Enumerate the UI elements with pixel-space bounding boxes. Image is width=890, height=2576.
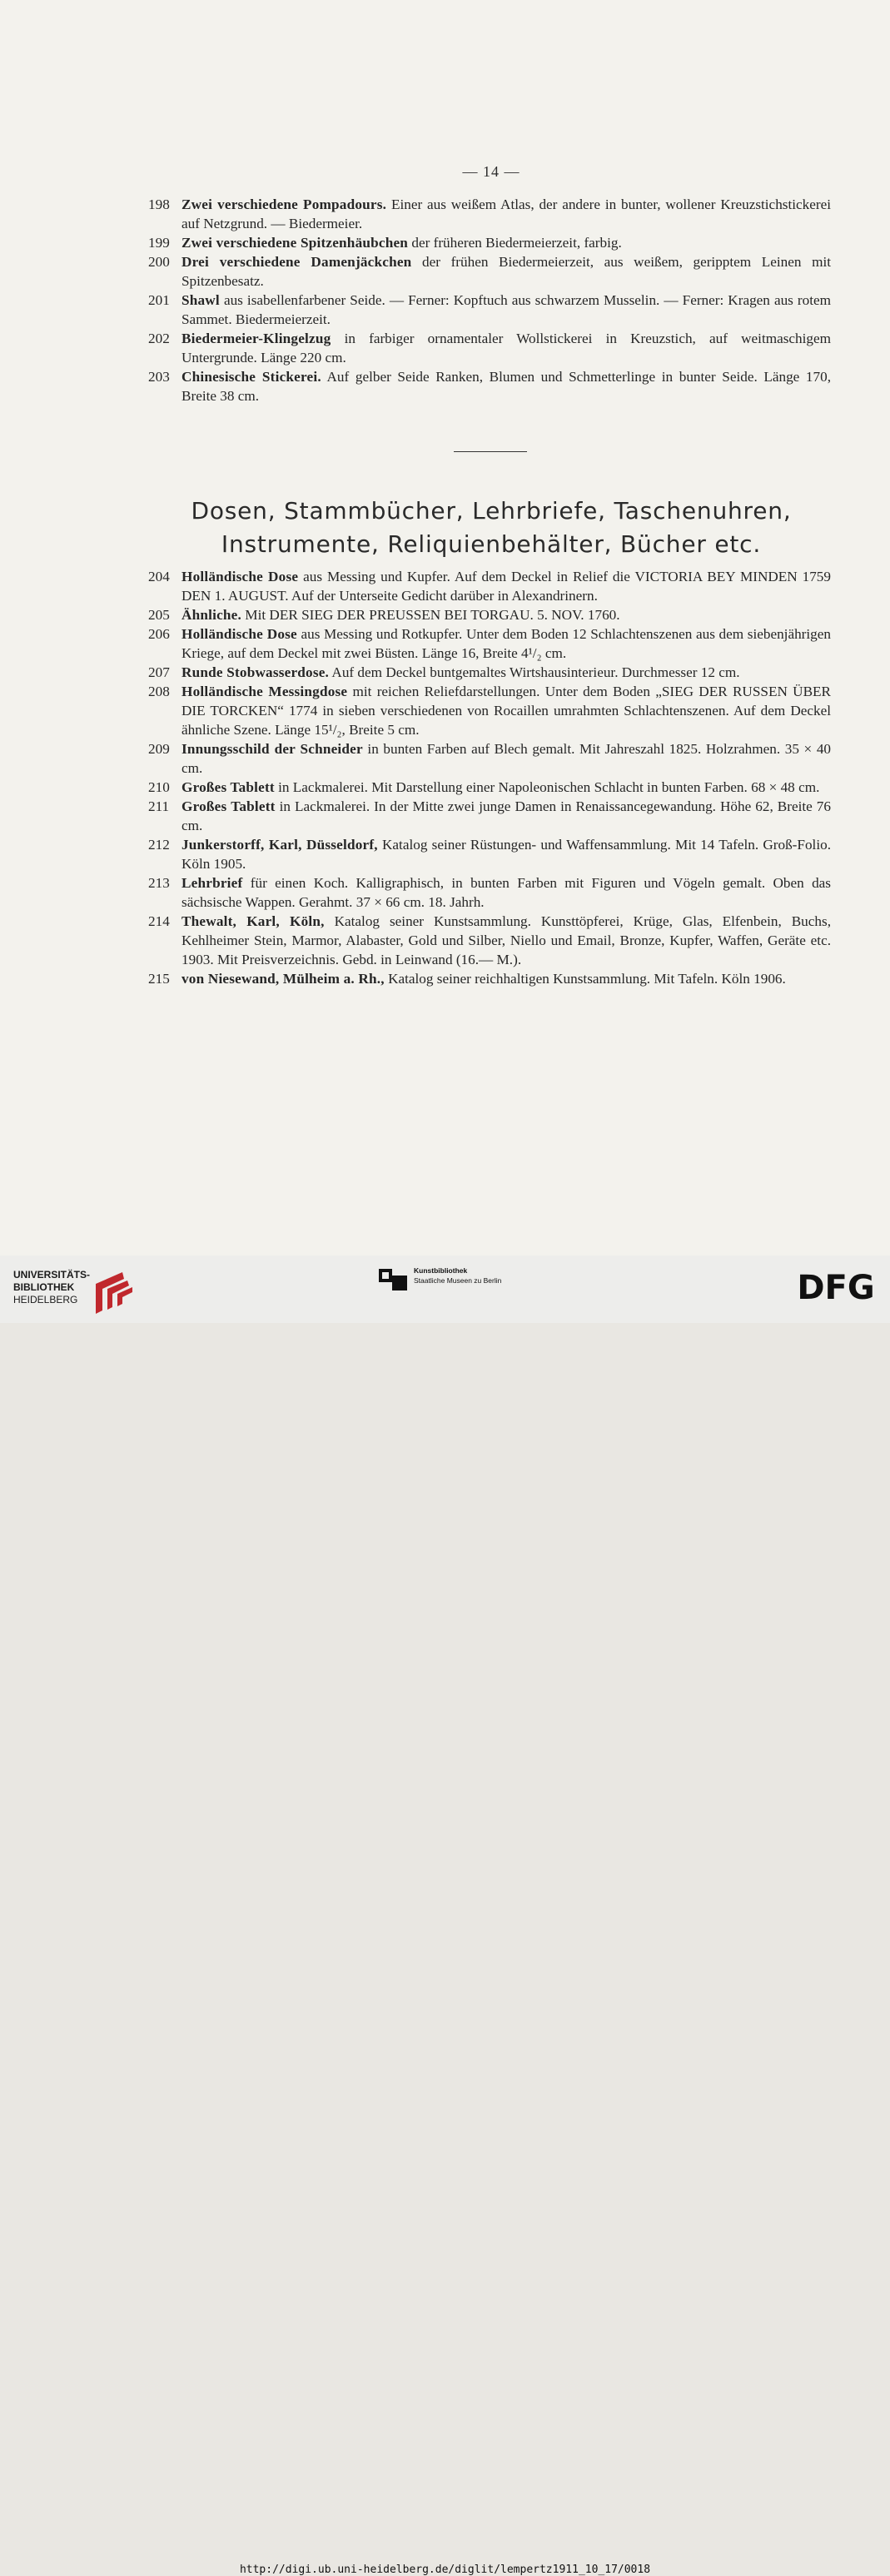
entry-title: Thewalt, Karl, Köln, xyxy=(181,913,325,929)
catalog-entry xyxy=(148,291,831,329)
entry-title: Großes Tablett xyxy=(181,779,275,795)
section-heading-line-1: Dosen, Stammbücher, Lehrbriefe, Taschenuhren, xyxy=(191,497,792,525)
entry-description: in Lackmalerei. Mit Darstellung einer Napoleonischen Schlacht in bunten Farben. 68 × 48 cm. xyxy=(274,779,820,795)
entry-number: 213 xyxy=(148,875,170,891)
catalog-entry xyxy=(148,969,831,988)
entry-description: der frühen Biedermeierzeit, aus weißem, geripptem Leinen mit Spitzenbesatz. xyxy=(181,254,831,289)
entry-description: Einer aus weißem Atlas, der andere in bunter, wollener Kreuzstichstickerei auf Netzgrund. — Biedermeier. xyxy=(181,196,832,231)
ub-heidelberg-mark-icon xyxy=(91,1267,137,1315)
entry-description: Katalog seiner Kunstsammlung. Kunsttöpferei, Krüge, Glas, Elfenbein, Buchs, Kehlheimer Stein, Marmor, Alabaster, Gold und Silber, Niello und Email, Bronze, Kupfer, Waffen, Geräte etc. 1903. Mit Preisverzeichnis. Gebd. in Leinwand (16.— M.). xyxy=(181,913,831,967)
entry-description: aus Messing und Rotkupfer. Unter dem Boden 12 Schlachtenszenen aus dem siebenjährigen Kriege, auf dem Deckel mit zwei Büsten. Länge 16, Breite 4¹/₂ cm. xyxy=(181,626,831,661)
section-heading xyxy=(108,495,874,561)
kunstbibliothek-mark-icon xyxy=(379,1266,407,1290)
entry-title: Holländische Dose xyxy=(181,626,297,642)
catalog-entry xyxy=(148,367,831,405)
entry-description: in bunten Farben auf Blech gemalt. Mit Jahreszahl 1825. Holzrahmen. 35 × 40 cm. xyxy=(181,741,832,776)
entry-number: 208 xyxy=(148,684,170,699)
entry-description: mit reichen Reliefdarstellungen. Unter dem Boden „SIEG DER RUSSEN ÜBER DIE TORCKEN“ 1774 in sieben verschiedenen von Rocaillen umrahmten Schlachtenszenen. Auf dem Deckel ähnliche Szene. Länge 15¹/₂, Breite 5 cm. xyxy=(181,684,831,738)
entry-description: für einen Koch. Kalligraphisch, in bunten Farben mit Figuren und Vögeln gemalt. Oben das sächsische Wappen. Gerahmt. 37 × 66 cm. 18. Jahrh. xyxy=(181,875,831,910)
entry-description: der früheren Biedermeierzeit, farbig. xyxy=(408,235,622,251)
catalog-entry xyxy=(148,233,831,252)
entry-number: 209 xyxy=(148,741,170,757)
catalog-entry xyxy=(148,567,831,605)
entry-title: Zwei verschiedene Pompadours. xyxy=(181,196,387,212)
entry-title: Lehrbrief xyxy=(181,875,243,891)
catalog-entry xyxy=(148,873,831,912)
entry-number: 203 xyxy=(148,369,170,385)
ub-heidelberg-text: UNIVERSITÄTS- BIBLIOTHEK HEIDELBERG xyxy=(13,1269,91,1305)
dfg-logo[interactable] xyxy=(793,1266,880,1305)
entry-list-objects xyxy=(148,567,831,988)
entry-number: 212 xyxy=(148,837,170,853)
catalog-entry xyxy=(148,835,831,873)
entry-title: Innungsschild der Schneider xyxy=(181,741,363,757)
entry-title: Holländische Messingdose xyxy=(181,684,348,699)
entry-title: Chinesische Stickerei. xyxy=(181,369,321,385)
entry-title: Shawl xyxy=(181,292,220,308)
catalog-entry xyxy=(148,329,831,367)
entry-title: Runde Stobwasserdose. xyxy=(181,664,330,680)
entry-number: 215 xyxy=(148,971,170,987)
entry-number: 211 xyxy=(148,798,170,814)
entry-title: Biedermeier-Klingelzug xyxy=(181,331,331,346)
entry-number: 202 xyxy=(148,331,170,346)
catalog-entry xyxy=(148,252,831,291)
entry-number: 207 xyxy=(148,664,170,680)
catalog-entry xyxy=(148,605,831,624)
section-divider xyxy=(454,451,527,452)
ub-heidelberg-logo[interactable] xyxy=(13,1267,138,1309)
entry-title: von Niesewand, Mülheim a. Rh., xyxy=(181,971,385,987)
entry-title: Ähnliche. xyxy=(181,607,241,623)
entry-description: Mit DER SIEG DER PREUSSEN BEI TORGAU. 5. NOV. 1760. xyxy=(241,607,620,623)
entry-number: 210 xyxy=(148,779,170,795)
kunstbibliothek-logo[interactable] xyxy=(379,1266,545,1299)
entry-title: Großes Tablett xyxy=(181,798,276,814)
entry-description: in Lackmalerei. In der Mitte zwei junge Damen in Renaissancegewandung. Höhe 62, Breite 76 cm. xyxy=(181,798,831,833)
entry-description: in farbiger ornamentaler Wollstickerei in Kreuzstich, auf weitmaschigem Untergrunde. Länge 220 cm. xyxy=(181,331,831,366)
catalog-entry xyxy=(148,912,831,969)
entry-title: Holländische Dose xyxy=(181,569,299,584)
entry-title: Drei verschiedene Damenjäckchen xyxy=(181,254,412,270)
entry-description: Katalog seiner reichhaltigen Kunstsammlung. Mit Tafeln. Köln 1906. xyxy=(384,971,786,987)
entry-number: 199 xyxy=(148,235,170,251)
entry-number: 204 xyxy=(148,569,170,584)
catalog-page xyxy=(0,0,890,1256)
entry-title: Zwei verschiedene Spitzenhäubchen xyxy=(181,235,409,251)
catalog-entry xyxy=(148,663,831,682)
entry-description: Auf dem Deckel buntgemaltes Wirtshausinterieur. Durchmesser 12 cm. xyxy=(329,664,740,680)
catalog-entry xyxy=(148,778,831,797)
catalog-entry xyxy=(148,739,831,778)
entry-number: 201 xyxy=(148,292,170,308)
entry-number: 214 xyxy=(148,913,170,929)
catalog-entry xyxy=(148,195,831,233)
entry-description: Auf gelber Seide Ranken, Blumen und Schmetterlinge in bunter Seide. Länge 170, Breite 38 cm. xyxy=(181,369,831,404)
source-url-link[interactable]: http://digi.ub.uni-heidelberg.de/diglit/lempertz1911_10_17/0018 xyxy=(239,2564,651,2576)
catalog-entry xyxy=(148,682,831,739)
page-number: — 14 — xyxy=(462,163,520,180)
footer-bar xyxy=(0,1256,890,2576)
entry-number: 198 xyxy=(148,196,170,212)
entry-description: Katalog seiner Rüstungen- und Waffensammlung. Mit 14 Tafeln. Groß-Folio. Köln 1905. xyxy=(181,837,832,872)
entry-number: 206 xyxy=(148,626,170,642)
entry-list-textiles xyxy=(148,195,831,405)
entry-description: aus isabellenfarbener Seide. — Ferner: Kopftuch aus schwarzem Musselin. — Ferner: Kragen aus rotem Sammet. Biedermeierzeit. xyxy=(181,292,831,327)
catalog-entry xyxy=(148,797,831,835)
catalog-entry xyxy=(148,624,831,663)
dfg-logo-text: DFG xyxy=(797,1269,875,1305)
section-heading-line-2: Instrumente, Reliquienbehälter, Bücher etc. xyxy=(221,530,762,558)
kunstbibliothek-text: Kunstbibliothek Staatliche Museen zu Berlin xyxy=(414,1266,502,1285)
entry-number: 200 xyxy=(148,254,170,270)
entry-number: 205 xyxy=(148,607,170,623)
entry-description: aus Messing und Kupfer. Auf dem Deckel in Relief die VICTORIA BEY MINDEN 1759 DEN 1. AUGUST. Auf der Unterseite Gedicht darüber in Alexandrinern. xyxy=(181,569,831,604)
entry-title: Junkerstorff, Karl, Düsseldorf, xyxy=(181,837,378,853)
